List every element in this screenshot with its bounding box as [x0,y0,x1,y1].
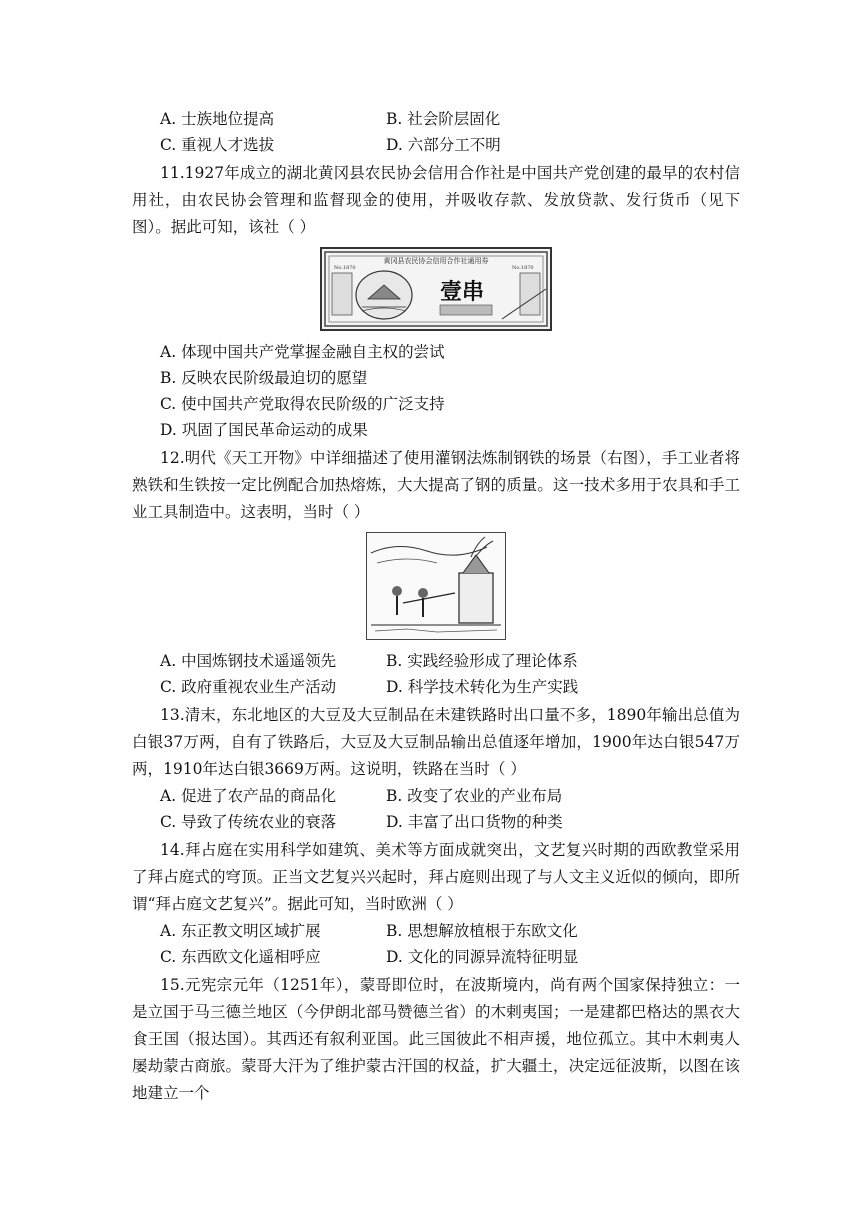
q13-options-row-1 [132,783,740,809]
q10-option-b[interactable]: B. 社会阶层固化 [386,110,501,128]
banknote-graphic [322,249,550,329]
q14-options-row-1 [132,918,740,944]
q12-option-d[interactable]: D. 科学技术转化为生产实践 [386,678,579,696]
banknote-image [320,247,552,331]
q11-stem: 11.1927年成立的湖北黄冈县农民协会信用合作社是中国共产党创建的最早的农村信用社，由农民协会管理和监督现金的使用，并吸收存款、发放贷款、发行货币（见下图）。据此可知，该社（ ） [132,164,740,236]
q13-option-c[interactable]: C. 导致了传统农业的衰落 [160,813,337,831]
q11-option-b[interactable]: B. 反映农民阶级最迫切的愿望 [160,369,368,387]
steelmaking-illustration [366,532,506,640]
q10-options-row-2 [132,132,740,158]
q11-option-a[interactable]: A. 体现中国共产党掌握金融自主权的尝试 [160,343,445,361]
q11-figure [132,247,740,331]
q13-option-d[interactable]: D. 丰富了出口货物的种类 [386,813,563,831]
banknote-top-text: 黄冈县农民协会信用合作社通用券 [383,257,489,265]
q14-stem: 14.拜占庭在实用科学如建筑、美术等方面成就突出，文艺复兴时期的西欧教堂采用了拜占庭式的穹顶。正当文艺复兴兴起时，拜占庭则出现了与人文主义近似的倾向，即所谓“拜占庭文艺复兴”。据此可知，当时欧洲（ ） [132,841,740,913]
q12-figure [132,532,740,640]
q13-option-a[interactable]: A. 促进了农产品的商品化 [160,787,337,805]
q12-stem: 12.明代《天工开物》中详细描述了使用灌钢法炼制钢铁的场景（右图），手工业者将熟铁和生铁按一定比例配合加热熔炼，大大提高了钢的质量。这一技术多用于农具和手工业工具制造中。这表明，当时（ ） [132,449,740,521]
q12-option-b[interactable]: B. 实践经验形成了理论体系 [386,652,578,670]
q15-stem: 15.元宪宗元年（1251年），蒙哥即位时，在波斯境内，尚有两个国家保持独立：一是立国于马三德兰地区（今伊朗北部马赞德兰省）的木剌夷国；一是建都巴格达的黑衣大食王国（报达国）。其西还有叙利亚国。此三国彼此不相声援，地位孤立。其中木剌夷人屡劫蒙古商旅。蒙哥大汗为了维护蒙古汗国的权益，扩大疆土，决定远征波斯，以图在该地建立一个 [132,976,740,1102]
banknote-serial-right: No.1870 [512,265,534,271]
banknote-serial-left: No.1870 [334,265,356,271]
q13-options-row-2 [132,809,740,835]
q12-options-row-2 [132,674,740,700]
q12-options-row-1 [132,648,740,674]
q12-option-c[interactable]: C. 政府重视农业生产活动 [160,678,337,696]
page-content [132,106,740,1107]
banknote-center-text: 壹串 [439,279,485,305]
q14-option-b[interactable]: B. 思想解放植根于东欧文化 [386,922,578,940]
q11-option-d[interactable]: D. 巩固了国民革命运动的成果 [160,421,368,439]
q10-options-row-1 [132,106,740,132]
q13-stem: 13.清末，东北地区的大豆及大豆制品在未建铁路时出口量不多，1890年输出总值为白银37万两，自有了铁路后，大豆及大豆制品输出总值逐年增加，1900年达白银547万两，1910年达白银3669万两。这说明，铁路在当时（ ） [132,706,740,778]
q14-option-a[interactable]: A. 东正教文明区域扩展 [160,922,321,940]
q13-option-b[interactable]: B. 改变了农业的产业布局 [386,787,563,805]
q12-option-a[interactable]: A. 中国炼钢技术遥遥领先 [160,652,337,670]
q10-option-d[interactable]: D. 六部分工不明 [386,136,501,154]
q10-option-c[interactable]: C. 重视人才选拔 [160,136,275,154]
q10-option-a[interactable]: A. 士族地位提高 [160,110,275,128]
q14-option-c[interactable]: C. 东西欧文化遥相呼应 [160,948,321,966]
q14-option-d[interactable]: D. 文化的同源异流特征明显 [386,948,579,966]
q11-option-c[interactable]: C. 使中国共产党取得农民阶级的广泛支持 [160,395,445,413]
q14-options-row-2 [132,944,740,970]
steelmaking-graphic [367,533,504,638]
